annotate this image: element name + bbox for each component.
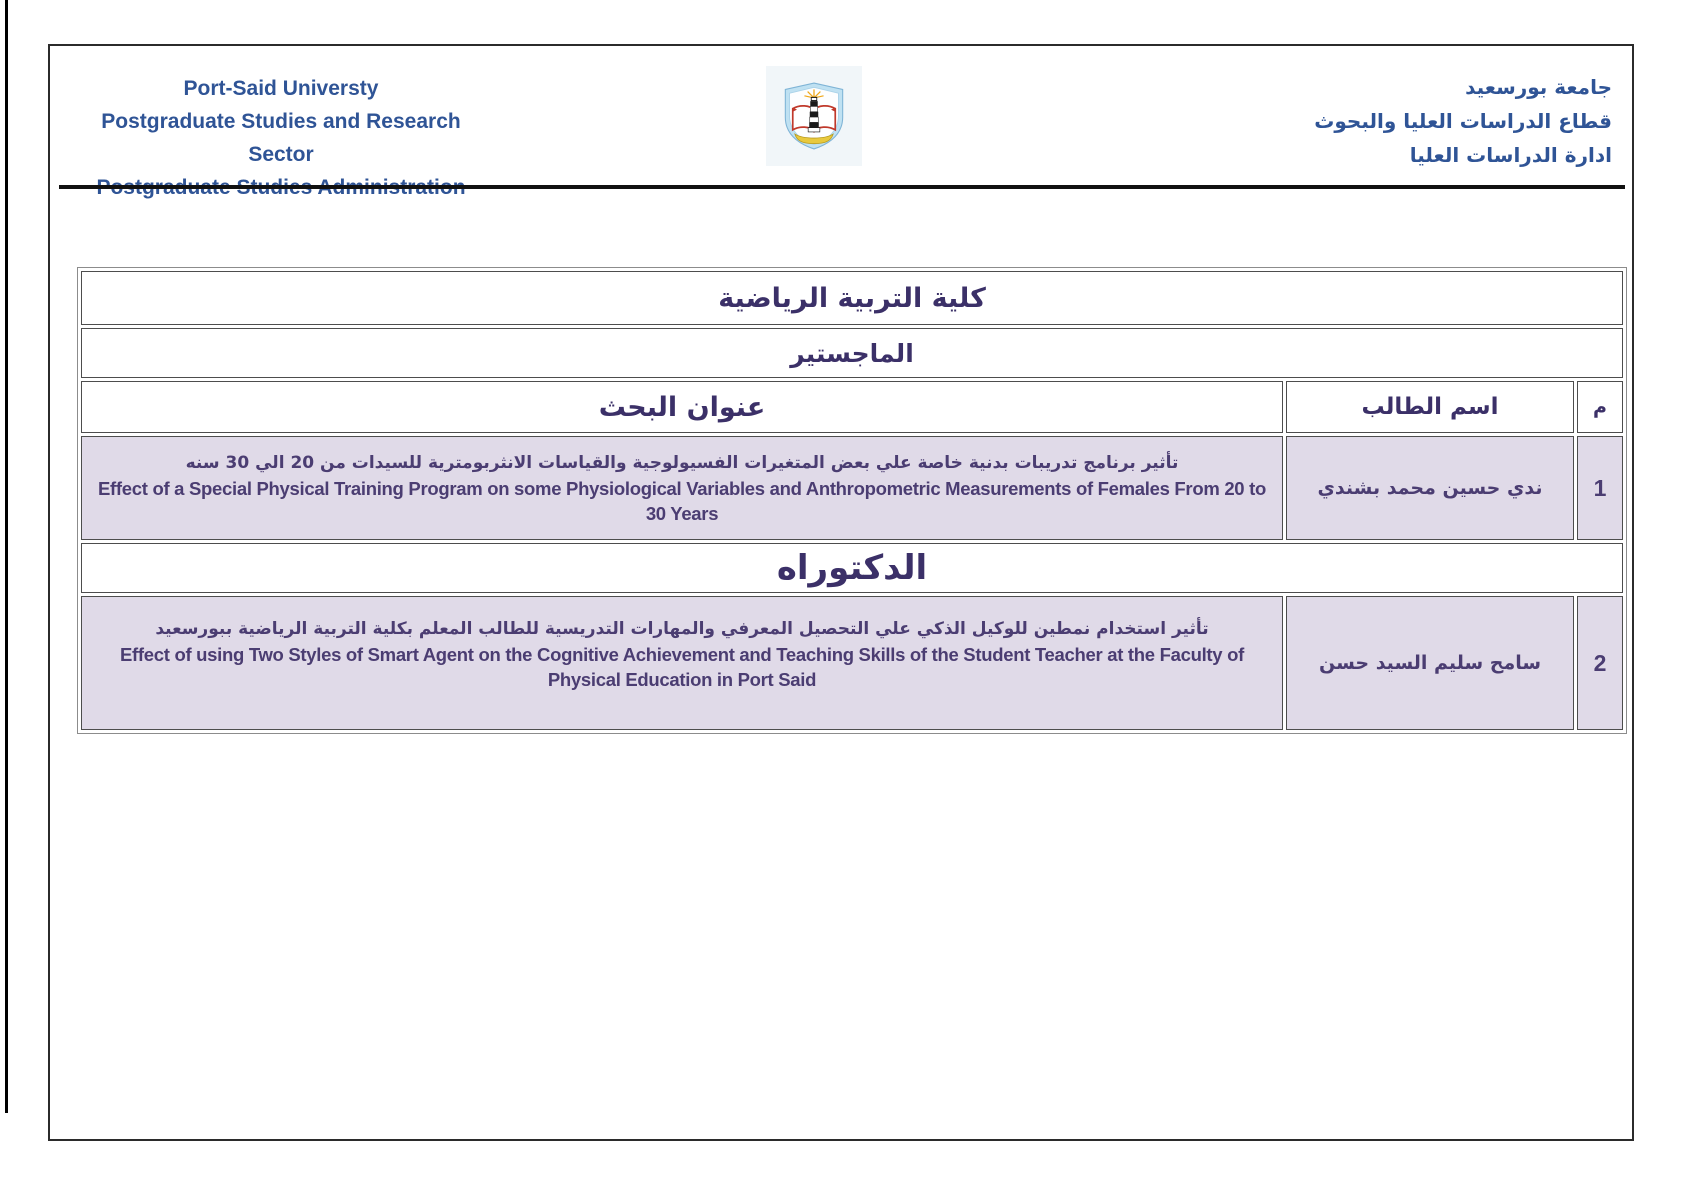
- screen-edge-line: [5, 0, 8, 1113]
- column-header-row: [81, 381, 1623, 433]
- masters-section-title: الماجستير: [81, 328, 1623, 378]
- research-titles-table: [77, 267, 1627, 734]
- university-logo: [766, 66, 862, 166]
- university-crest-icon: [782, 82, 846, 150]
- sector-name-en: Postgraduate Studies and Research Sector: [101, 110, 461, 166]
- sector-name-ar: قطاع الدراسات العليا والبحوث: [1314, 109, 1612, 133]
- faculty-title: كلية التربية الرياضية: [81, 271, 1623, 325]
- header-divider: [59, 185, 1625, 189]
- research-title-arabic: تأثير استخدام نمطين للوكيل الذكي علي التحصيل المعرفي والمهارات التدريسية للطالب المعلم بكلية التربية الرياضية ببورسعيد: [155, 619, 1209, 639]
- row-student-name: ندي حسين محمد بشندي: [1286, 436, 1574, 540]
- administration-name-ar: ادارة الدراسات العليا: [1409, 143, 1612, 167]
- doctorate-section-title: الدكتوراه: [81, 543, 1623, 593]
- column-header-serial: م: [1577, 381, 1623, 433]
- table-row-doctorate-1: [81, 596, 1623, 730]
- row-serial: 1: [1577, 436, 1623, 540]
- doctorate-section-row: [81, 543, 1623, 593]
- column-header-student: اسم الطالب: [1286, 381, 1574, 433]
- research-title-english: Effect of a Special Physical Training Program on some Physiological Variables and Anthropometric Measurements of Females From 20 to 30 Years: [98, 478, 1266, 524]
- document-page: [48, 44, 1634, 1141]
- row-research-title: [81, 596, 1283, 730]
- column-header-title: عنوان البحث: [81, 381, 1283, 433]
- row-serial: 2: [1577, 596, 1623, 730]
- university-name-en: Port-Said Universty: [183, 77, 379, 100]
- masters-section-row: [81, 328, 1623, 378]
- table-row-masters-1: [81, 436, 1623, 540]
- row-research-title: [81, 436, 1283, 540]
- research-title-english: Effect of using Two Styles of Smart Agent on the Cognitive Achievement and Teaching Skills of the Student Teacher at the Faculty of Physical Education in Port Said: [120, 644, 1244, 690]
- faculty-header-row: [81, 271, 1623, 325]
- research-title-arabic: تأثير برنامج تدريبات بدنية خاصة علي بعض المتغيرات الفسيولوجية والقياسات الانثربومترية للسيدات من 20 الي 30 سنه: [185, 453, 1179, 473]
- university-name-ar: جامعة بورسعيد: [1465, 75, 1612, 99]
- header-arabic-block: [1182, 70, 1612, 172]
- row-student-name: سامح سليم السيد حسن: [1286, 596, 1574, 730]
